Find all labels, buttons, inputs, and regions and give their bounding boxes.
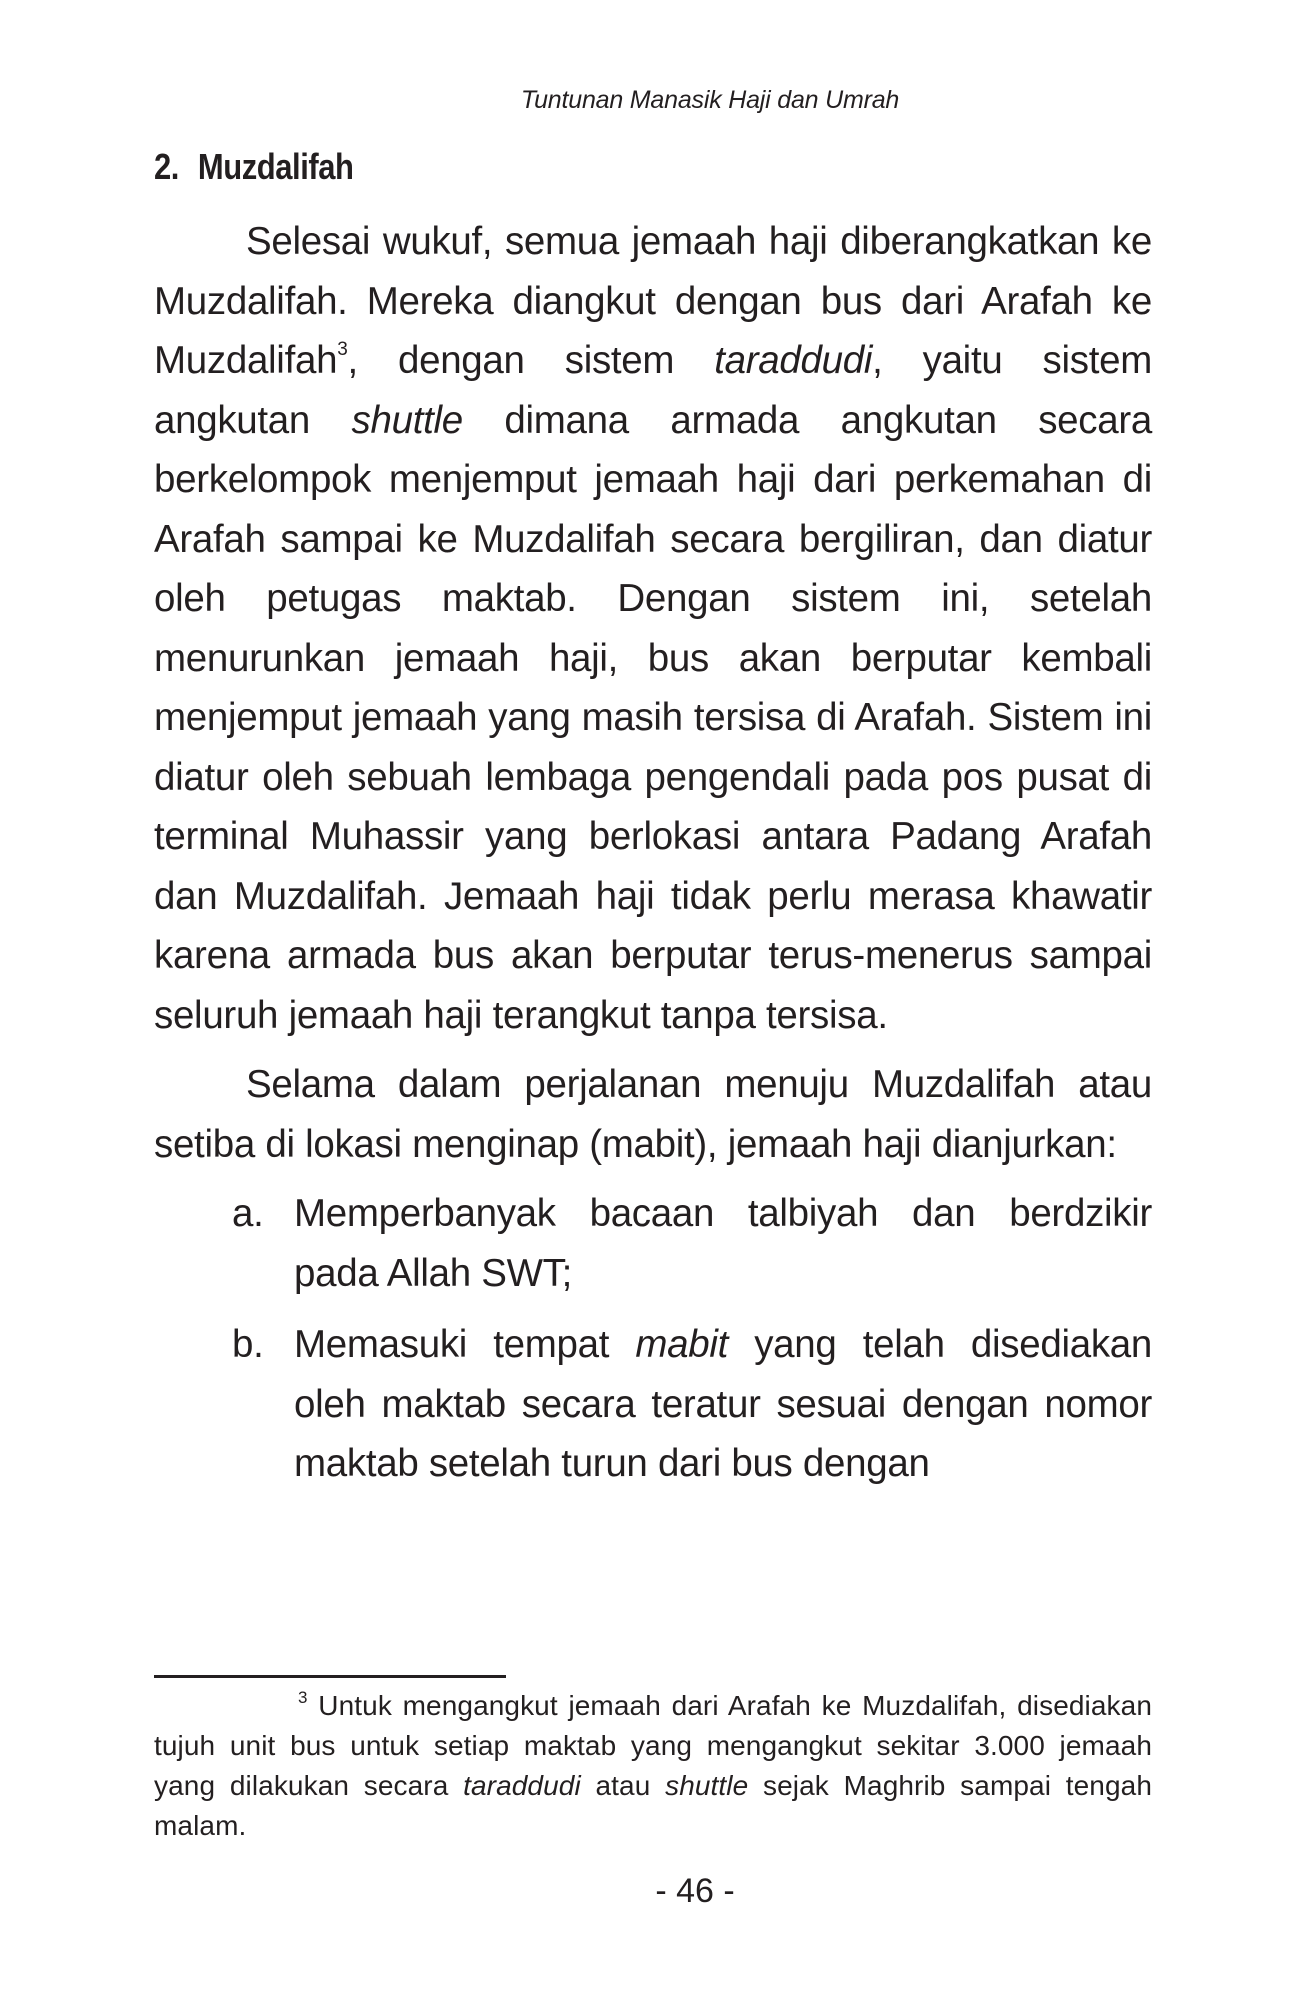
section-number: 2. xyxy=(154,146,179,187)
list-marker: a. xyxy=(232,1192,264,1235)
list-item xyxy=(154,1184,1152,1303)
italic-term: mabit xyxy=(635,1323,729,1366)
list-item-text: Memasuki tempat xyxy=(294,1323,636,1366)
italic-term: taraddudi xyxy=(463,1770,581,1801)
paragraph-1-text: dimana armada angkutan secara berkelompok menjemput jemaah haji dari perkemahan di Arafah sampai ke Muzdalifah secara bergiliran, dan diatur oleh petugas maktab. Dengan sistem ini, setelah menurunkan jemaah haji, bus akan berputar kembali menjemput jemaah yang masih tersisa di Arafah. Sistem ini diatur oleh sebuah lembaga pengendali pada pos pusat di terminal Muhassir yang berlokasi antara Padang Arafah dan Muzdalifah. Jemaah haji tidak perlu merasa khawatir karena armada bus akan berputar terus-menerus sampai seluruh jemaah haji terangkut tanpa tersisa. xyxy=(154,398,1152,1037)
list-item-text: Memperbanyak bacaan talbiyah dan berdzikir pada Allah SWT; xyxy=(294,1192,1152,1295)
italic-term: taraddudi xyxy=(714,339,873,382)
paragraph-1 xyxy=(154,212,1152,1045)
paragraph-1-text: , yaitu sistem angkutan xyxy=(154,339,1152,442)
page-number: - 46 - xyxy=(655,1872,735,1910)
paragraph-1-text: , dengan sistem xyxy=(347,339,715,382)
running-header: Tuntunan Manasik Haji dan Umrah xyxy=(520,86,900,114)
footnote xyxy=(154,1686,1152,1846)
list-marker: b. xyxy=(232,1323,264,1366)
italic-term: shuttle xyxy=(665,1770,749,1801)
list-item xyxy=(154,1315,1152,1494)
paragraph-1-text: Selesai wukuf, semua jemaah haji diberangkatkan ke Muzdalifah. Mereka diangkut dengan bus dari Arafah ke Muzdalifah xyxy=(154,220,1152,382)
footnote-text: Untuk mengangkut jemaah dari Arafah ke Muzdalifah, disediakan tujuh unit bus untuk setiap maktab yang mengangkut sekitar 3.000 jemaah yang dilakukan secara xyxy=(154,1690,1152,1801)
footnote-separator xyxy=(154,1675,506,1678)
section-heading xyxy=(154,146,1012,188)
paragraph-2-text: Selama dalam perjalanan menuju Muzdalifah atau setiba di lokasi menginap (mabit), jemaah haji dianjurkan: xyxy=(154,1063,1152,1166)
paragraph-2 xyxy=(154,1055,1152,1174)
page-body xyxy=(154,146,1152,1506)
footnote-text: sejak Maghrib sampai tengah malam. xyxy=(154,1770,1152,1841)
list-item-text: yang telah disediakan oleh maktab secara teratur sesuai dengan nomor maktab setelah turun dari bus dengan xyxy=(294,1323,1152,1485)
italic-term: shuttle xyxy=(351,398,463,442)
recommendation-list xyxy=(154,1184,1152,1494)
footnote-number: 3 xyxy=(298,1688,308,1707)
footnote-text: atau xyxy=(580,1770,666,1801)
footnote-reference: 3 xyxy=(337,339,348,360)
section-title: Muzdalifah xyxy=(197,146,354,187)
